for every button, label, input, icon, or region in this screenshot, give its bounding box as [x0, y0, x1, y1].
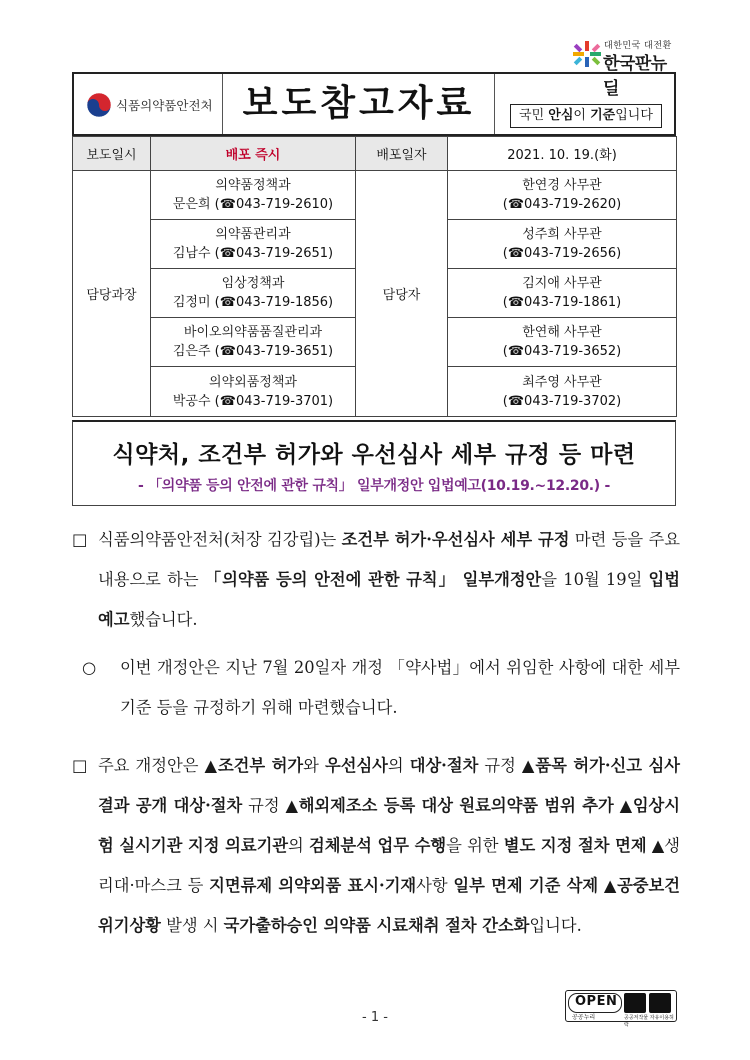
text-run: 을 10월 19일: [541, 570, 649, 589]
bold-text-run: 우선심사: [324, 756, 388, 775]
text-run: 을 위한: [446, 836, 504, 855]
headline-title: 식약처, 조건부 허가와 우선심사 세부 규정 등 마련: [112, 442, 636, 468]
body-text: [72, 520, 680, 946]
staff-cell: [448, 269, 677, 318]
bold-text-run: 공중보건 위기상황: [98, 876, 680, 935]
agency-logo: [74, 74, 223, 134]
staff-cell: [448, 318, 677, 367]
bold-text-run: 임상시험 실시기관 지정 의료기관: [98, 796, 680, 855]
dept-name: 임상정책과: [221, 276, 285, 291]
staff-name: 한연경 사무관: [522, 178, 602, 193]
new-deal-logo: [572, 38, 682, 99]
kogl-license-badge: [565, 990, 677, 1028]
square-bullet-icon: □: [72, 756, 88, 775]
text-run: 사항: [416, 876, 454, 895]
bold-text-run: 해외제조소 등록 대상 원료의약품 범위 추가: [298, 796, 614, 815]
staff-tel: (☎043-719-1861): [502, 295, 622, 310]
agency-name: 식품의약품안전처: [116, 98, 213, 113]
license-icons: [624, 993, 674, 1013]
staff-label: 담당자: [356, 171, 448, 417]
text-run: 마련 등을 주요 내용으로 하는: [98, 530, 680, 589]
slogan-part: 입니다: [615, 108, 653, 123]
press-header: [72, 72, 676, 136]
dept-head: 김정미 (☎043-719-1856): [172, 295, 334, 310]
dept-name: 의약품정책과: [215, 178, 291, 193]
new-deal-mark-icon: [572, 40, 602, 68]
square-bullet-icon: □: [72, 530, 88, 549]
dept-name: 의약품관리과: [215, 227, 291, 242]
slogan-part: 이: [573, 108, 591, 123]
dept-cell: [151, 220, 356, 269]
staff-cell: [448, 171, 677, 220]
bold-text-run: 국가출하승인 의약품 시료채취 절차 간소화: [223, 916, 530, 935]
page-number: - 1 -: [362, 1010, 388, 1025]
staff-tel: (☎043-719-2620): [502, 197, 622, 212]
brand-subtitle: 대한민국 대전환: [604, 41, 672, 51]
report-date-label: 보도일시: [73, 137, 151, 171]
text-run: 의: [288, 836, 309, 855]
paragraph-1: [72, 520, 680, 640]
dept-name: 바이오의약품품질관리과: [183, 325, 323, 340]
bold-text-run: 조건부 허가·우선심사 세부 규정: [341, 530, 570, 549]
circle-bullet-icon: ○: [82, 658, 97, 677]
text-run: 식품의약품안전처(처장 김강립)는: [98, 530, 342, 549]
slogan-part: 국민: [519, 108, 549, 123]
text-run: ▲: [598, 876, 618, 895]
kogl-label: 공공누리: [572, 1014, 596, 1021]
text-run: 입니다.: [529, 916, 582, 935]
slogan-box: [510, 104, 662, 128]
paragraph-2: [80, 648, 680, 728]
dept-cell: [151, 367, 356, 417]
dept-head: 김남수 (☎043-719-2651): [172, 246, 334, 261]
paragraph-3-text: [98, 756, 680, 935]
staff-cell: [448, 367, 677, 417]
dept-head: 김은주 (☎043-719-3651): [172, 344, 334, 359]
headline-subtitle: - 「의약품 등의 안전에 관한 규칙」 일부개정안 입법예고(10.19.~12.20.) -: [138, 478, 610, 494]
dept-head: 박공수 (☎043-719-3701): [172, 393, 334, 409]
text-run: 했습니다.: [129, 610, 198, 629]
text-run: 와: [303, 756, 325, 775]
text-run: 규정 ▲: [478, 756, 536, 775]
dept-cell: [151, 269, 356, 318]
staff-tel: (☎043-719-3652): [502, 344, 622, 359]
staff-name: 김지애 사무관: [522, 276, 602, 291]
open-label: OPEN: [575, 994, 618, 1009]
text-run: ▲생리대·마스크 등: [98, 836, 681, 895]
headline-box: [72, 420, 676, 506]
paragraph-3: [72, 746, 680, 946]
staff-name: 한연해 사무관: [522, 325, 602, 340]
slogan-bold-1: 안심: [548, 108, 574, 123]
contact-table: [72, 136, 677, 417]
bold-text-run: 지면류제 의약외품 표시·기재: [209, 876, 417, 895]
staff-tel: (☎043-719-3702): [502, 393, 622, 409]
contact-row: [73, 171, 677, 220]
bold-text-run: 조건부 허가: [217, 756, 304, 775]
paragraph-2-text: 이번 개정안은 지난 7월 20일자 개정 「약사법」에서 위임한 사항에 대한 세부기준 등을 규정하기 위해 마련했습니다.: [120, 658, 680, 717]
dept-head-label: 담당과장: [73, 171, 151, 417]
staff-name: 최주영 사무관: [522, 374, 602, 390]
attribution-icon: [624, 993, 646, 1013]
date-row: [73, 137, 677, 171]
dept-cell: [151, 318, 356, 367]
dept-name: 의약외품정책과: [209, 374, 297, 390]
slogan-bold-2: 기준: [590, 108, 616, 123]
text-run: 의: [387, 756, 410, 775]
bold-text-run: 일부 면제 기준 삭제: [453, 876, 599, 895]
bold-text-run: 입법예고: [98, 570, 680, 629]
brand-name: 한국판뉴딜: [603, 54, 667, 99]
bold-text-run: 「의약품 등의 안전에 관한 규칙」 일부개정안: [204, 570, 542, 589]
staff-tel: (☎043-719-2656): [502, 246, 622, 261]
taegeuk-emblem-icon: [86, 92, 112, 118]
text-run: ▲: [613, 796, 633, 815]
staff-cell: [448, 220, 677, 269]
text-run: 규정 ▲: [242, 796, 299, 815]
dept-cell: [151, 171, 356, 220]
bold-text-run: 품목 허가·신고 심사 결과 공개 대상·절차: [98, 756, 680, 815]
bold-text-run: 검체분석 업무 수행: [308, 836, 447, 855]
document-title: 보도참고자료: [224, 74, 495, 134]
commercial-icon: [649, 993, 671, 1013]
dist-date-label: 배포일자: [356, 137, 448, 171]
dist-date-value: 2021. 10. 19.(화): [448, 137, 677, 171]
staff-name: 성주희 사무관: [522, 227, 602, 242]
text-run: 주요 개정안은 ▲: [98, 756, 218, 775]
kogl-sub-label: 공공저작물 자유이용허락: [624, 1015, 674, 1028]
report-date-value: 배포 즉시: [151, 137, 356, 171]
bold-text-run: 별도 지정 절차 면제: [503, 836, 647, 855]
bold-text-run: 대상·절차: [409, 756, 479, 775]
paragraph-1-text: [98, 530, 680, 629]
text-run: 발생 시: [160, 916, 224, 935]
dept-head: 문은희 (☎043-719-2610): [172, 197, 334, 212]
